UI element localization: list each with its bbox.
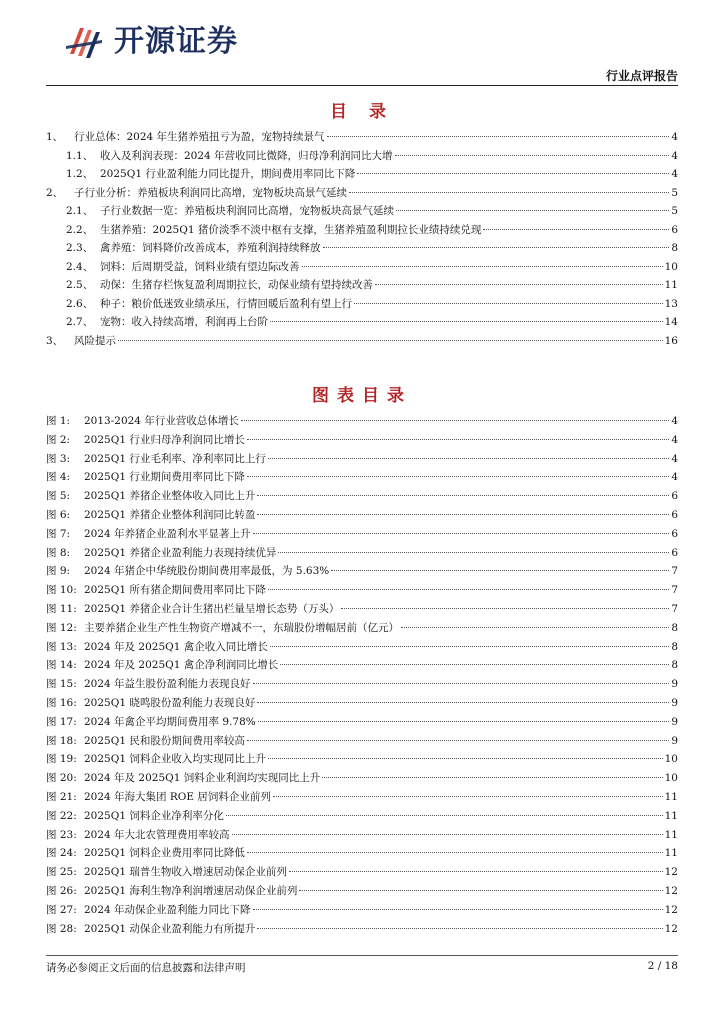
figure-entry-text: 2025Q1 养猪企业整体利润同比转盈 — [84, 508, 256, 521]
figure-entry-page: 8 — [671, 640, 678, 653]
header-divider — [46, 85, 678, 86]
dot-leader — [323, 247, 670, 248]
toc-entry-label — [66, 148, 393, 163]
dot-leader — [395, 155, 670, 156]
figure-entry[interactable] — [46, 789, 678, 808]
dot-leader — [401, 627, 669, 628]
figure-entry-text: 2024 年大北农管理费用率较高 — [84, 828, 230, 841]
figure-entry-label — [46, 488, 255, 503]
figure-entry-page: 7 — [671, 584, 678, 597]
toc-entry-number: 2.6、 — [66, 297, 94, 310]
figure-entry-label — [46, 902, 251, 917]
figure-entry[interactable] — [46, 733, 678, 752]
figure-entry-page: 7 — [671, 602, 678, 615]
toc-entry-page: 11 — [664, 279, 678, 291]
toc-entry-number: 1.1、 — [66, 149, 94, 162]
figure-entry-text: 2025Q1 行业归母净利润同比增长 — [84, 433, 245, 446]
figure-entry-page: 11 — [664, 809, 678, 822]
toc-entry-text: 子行业分析：养殖板块利润同比高增，宠物板块高景气延续 — [74, 186, 347, 199]
figure-entry-page: 8 — [671, 621, 678, 634]
toc-entry-number: 2.2、 — [66, 223, 94, 236]
footer-disclaimer: 请务必参阅正文后面的信息披露和法律声明 — [46, 962, 246, 974]
toc-entry[interactable] — [46, 148, 678, 167]
toc-entry[interactable] — [46, 203, 678, 222]
toc-entry-number: 1、 — [46, 131, 64, 143]
toc-entry-page: 4 — [671, 131, 678, 143]
dot-leader — [483, 229, 669, 230]
figure-entry-number: 图 7: — [46, 527, 71, 540]
figure-entry[interactable] — [46, 902, 678, 921]
toc-entry-text: 收入及利润表现：2024 年营收同比微降，归母净利润同比大增 — [100, 149, 393, 162]
figure-entry-number: 图 25: — [46, 866, 77, 879]
figure-entry[interactable] — [46, 657, 678, 676]
toc-entry-label — [66, 203, 394, 218]
figure-entry-number: 图 18: — [46, 734, 77, 747]
dot-leader — [299, 890, 662, 891]
toc-entry-number: 2.4、 — [66, 260, 94, 273]
toc-entry-label — [46, 185, 347, 200]
figure-entry-label — [46, 921, 255, 936]
toc-entry-text: 子行业数据一览：养殖板块利润同比高增，宠物板块高景气延续 — [100, 205, 394, 217]
dot-leader — [280, 664, 669, 665]
figure-entry[interactable] — [46, 413, 678, 432]
toc-entry-label — [46, 333, 116, 348]
figure-list — [46, 413, 678, 939]
figure-entry-label — [46, 751, 266, 766]
toc-entry-page: 4 — [671, 149, 678, 162]
figure-entry-label — [46, 526, 251, 541]
dot-leader — [253, 909, 663, 910]
figure-entry-number: 图 26: — [46, 884, 77, 897]
figure-entry[interactable] — [46, 714, 678, 733]
dot-leader — [253, 533, 670, 534]
dot-leader — [253, 683, 670, 684]
dot-leader — [302, 266, 663, 267]
figure-entry-label — [46, 563, 329, 578]
toc-entry-label — [66, 259, 300, 274]
figure-entry-label — [46, 432, 245, 447]
figure-entry-number: 图 16: — [46, 696, 77, 709]
figure-entry-number: 图 3: — [46, 452, 71, 465]
figure-entry-page: 4 — [671, 415, 678, 427]
dot-leader — [327, 136, 670, 137]
figure-entry-label — [46, 789, 271, 804]
toc-entry-page: 14 — [664, 316, 678, 328]
toc-entry-label — [66, 296, 352, 311]
figure-entry-label — [46, 507, 255, 522]
toc-entry-number: 2.7、 — [66, 316, 94, 328]
figure-entry-number: 图 19: — [46, 753, 77, 766]
figure-entry-text: 2025Q1 养猪企业合计生猪出栏量呈增长态势（万头） — [84, 602, 340, 615]
toc-entry-text: 行业总体：2024 年生猪养殖扭亏为盈，宠物持续景气 — [74, 131, 325, 143]
figure-entry-text: 2025Q1 饲料企业费用率同比降低 — [84, 847, 245, 860]
figure-entry[interactable] — [46, 695, 678, 714]
dot-leader — [118, 340, 663, 341]
figure-entry-text: 2024 年动保企业盈利能力同比下降 — [84, 903, 251, 916]
brand-name: 开源证券 — [114, 24, 238, 59]
figure-entry-page: 9 — [671, 678, 678, 691]
figure-entry-label — [46, 676, 251, 691]
figure-entry-label — [46, 714, 256, 729]
figure-entry-text: 2025Q1 养猪企业盈利能力表现持续优异 — [84, 546, 277, 559]
dot-leader — [258, 721, 670, 722]
figure-entry-number: 图 2: — [46, 433, 71, 446]
figure-entry-text: 2025Q1 养猪企业整体收入同比上升 — [84, 490, 256, 503]
figure-entry[interactable] — [46, 921, 678, 940]
figure-entry-text: 2025Q1 海利生物净利润增速居动保企业前列 — [84, 884, 298, 897]
figure-entry-number: 图 1: — [46, 415, 71, 427]
figure-entry-page: 4 — [671, 433, 678, 446]
dot-leader — [289, 871, 663, 872]
kaiyuan-logo-icon — [62, 20, 108, 64]
toc-entry-label — [66, 277, 373, 292]
figure-entry-number: 图 13: — [46, 640, 77, 653]
figure-entry[interactable] — [46, 601, 678, 620]
figure-entry[interactable] — [46, 469, 678, 488]
toc-entry-text: 宠物：收入持续高增，利润再上台阶 — [100, 316, 268, 328]
figure-entry-number: 图 6: — [46, 508, 71, 521]
figure-entry-number: 图 12: — [46, 621, 77, 634]
figure-entry[interactable] — [46, 488, 678, 507]
toc-entry[interactable] — [46, 185, 678, 204]
dot-leader — [257, 702, 669, 703]
figure-entry-number: 图 17: — [46, 715, 77, 728]
dot-leader — [257, 928, 662, 929]
figure-entry-label — [46, 770, 320, 785]
figure-entry-label — [46, 620, 399, 635]
figure-entry-number: 图 15: — [46, 678, 77, 691]
figure-entry-label — [46, 808, 224, 823]
figure-entry-page: 10 — [664, 753, 678, 766]
toc-entry-number: 2.1、 — [66, 205, 94, 217]
figure-entry-number: 图 4: — [46, 471, 71, 484]
figure-entry-text: 2024 年及 2025Q1 禽企收入同比增长 — [84, 640, 268, 653]
figure-entry-label — [46, 601, 339, 616]
toc-entry-label — [66, 166, 355, 181]
figure-entry-text: 2025Q1 所有猪企期间费用率同比下降 — [84, 584, 266, 597]
dot-leader — [331, 570, 669, 571]
toc-entry[interactable] — [46, 129, 678, 148]
figure-entry-number: 图 10: — [46, 584, 77, 597]
figure-entry-number: 图 24: — [46, 847, 77, 860]
toc-entry-text: 禽养殖：饲料降价改善成本，养殖利润持续释放 — [100, 242, 321, 254]
figure-entry[interactable] — [46, 883, 678, 902]
toc-entry[interactable] — [46, 240, 678, 259]
figure-entry-label — [46, 827, 230, 842]
dot-leader — [357, 173, 669, 174]
figure-entry-text: 2024 年海大集团 ROE 居饲料企业前列 — [84, 790, 271, 803]
report-type: 行业点评报告 — [605, 69, 678, 83]
figure-entry[interactable] — [46, 563, 678, 582]
figure-entry-page: 9 — [671, 734, 678, 747]
figure-entry-text: 2025Q1 饲料企业净利率分化 — [84, 809, 224, 822]
figure-entry-label — [46, 695, 255, 710]
figure-entry[interactable] — [46, 526, 678, 545]
figure-entry-page: 9 — [671, 715, 678, 728]
figure-entry-number: 图 5: — [46, 490, 71, 503]
dot-leader — [241, 420, 669, 421]
figure-entry-text: 2024 年及 2025Q1 禽企净利润同比增长 — [84, 659, 279, 672]
figure-entry-label — [46, 845, 245, 860]
dot-leader — [232, 834, 663, 835]
figures-title: 图表目录 — [312, 386, 412, 406]
figure-entry-number: 图 22: — [46, 809, 77, 822]
dot-leader — [268, 758, 663, 759]
figure-entry[interactable] — [46, 751, 678, 770]
figure-entry-text: 2025Q1 行业毛利率、净利率同比上行 — [84, 452, 266, 465]
figure-entry[interactable] — [46, 864, 678, 883]
figure-entry-text: 2024 年禽企平均期间费用率 9.78% — [84, 715, 256, 728]
figure-entry-text: 主要养猪企业生产性生物资产增减不一，东瑞股份增幅居前（亿元） — [84, 621, 399, 634]
toc-entry-label — [46, 129, 325, 144]
toc-entry[interactable] — [46, 314, 678, 333]
figure-entry-text: 2025Q1 行业期间费用率同比下降 — [84, 471, 245, 484]
figure-entry[interactable] — [46, 827, 678, 846]
figure-entry-label — [46, 657, 278, 672]
figure-entry-text: 2024 年养猪企业盈利水平显著上升 — [84, 527, 251, 540]
dot-leader — [349, 192, 669, 193]
figure-entry-text: 2024 年益生股份盈利能力表现良好 — [84, 678, 251, 691]
toc-entry-label — [66, 222, 481, 237]
figure-entry-text: 2025Q1 瑞普生物收入增速居动保企业前列 — [84, 866, 287, 879]
figure-entry[interactable] — [46, 432, 678, 451]
figure-entry-number: 图 11: — [46, 602, 77, 615]
figure-entry-text: 2025Q1 晓鸣股份盈利能力表现良好 — [84, 696, 256, 709]
toc-entry-number: 1.2、 — [66, 168, 94, 180]
figure-entry-label — [46, 451, 266, 466]
figure-entry[interactable] — [46, 808, 678, 827]
dot-leader — [257, 514, 669, 515]
figure-entry-page: 6 — [671, 527, 678, 540]
figure-entry-label — [46, 639, 268, 654]
dot-leader — [375, 284, 663, 285]
dot-leader — [270, 646, 670, 647]
dot-leader — [270, 321, 663, 322]
toc-entry-text: 2025Q1 行业盈利能力同比提升，期间费用率同比下降 — [100, 168, 356, 180]
figure-entry-label — [46, 733, 245, 748]
figure-entry-page: 12 — [664, 922, 678, 935]
figure-entry-label — [46, 883, 297, 898]
toc-entry-page: 13 — [664, 297, 678, 310]
dot-leader — [322, 777, 662, 778]
figure-entry[interactable] — [46, 620, 678, 639]
figure-entry-page: 11 — [664, 847, 678, 860]
figure-entry-number: 图 14: — [46, 659, 77, 672]
toc-entry[interactable] — [46, 259, 678, 278]
figure-entry-page: 12 — [664, 903, 678, 916]
toc-entry-page: 6 — [671, 223, 678, 236]
toc-entry[interactable] — [46, 333, 678, 352]
toc-entry-number: 2、 — [46, 186, 64, 199]
figure-entry-number: 图 21: — [46, 790, 77, 803]
toc-entry-text: 风险提示 — [74, 334, 116, 347]
toc-entry-page: 10 — [664, 260, 678, 273]
toc-entry-page: 5 — [671, 186, 678, 199]
page-indicator: 2 / 18 — [647, 960, 678, 972]
figure-entry[interactable] — [46, 639, 678, 658]
footer-divider — [46, 955, 678, 956]
toc-entry-text: 种子：粮价低迷致业绩承压，行情回暖后盈利有望上行 — [100, 297, 352, 310]
toc-entry-page: 5 — [671, 205, 678, 217]
figure-entry-number: 图 23: — [46, 828, 77, 841]
toc-entry[interactable] — [46, 222, 678, 241]
figure-entry[interactable] — [46, 676, 678, 695]
toc-title: 目 录 — [330, 102, 394, 122]
figure-entry[interactable] — [46, 582, 678, 601]
toc-entry-text: 生猪养殖：2025Q1 猪价淡季不淡中枢有支撑，生猪养殖盈利期拉长业绩持续兑现 — [100, 223, 482, 236]
figure-entry-text: 2013-2024 年行业营收总体增长 — [84, 415, 239, 427]
toc-entry-number: 3、 — [46, 334, 64, 347]
figure-entry-number: 图 9: — [46, 565, 71, 578]
dot-leader — [257, 495, 669, 496]
toc-entry-page: 4 — [671, 168, 678, 180]
figure-entry-label — [46, 469, 245, 484]
toc-entry-label — [66, 240, 321, 255]
toc-entry[interactable] — [46, 296, 678, 315]
toc-entry-text: 饲料：后周期受益，饲料业绩有望边际改善 — [100, 260, 300, 273]
figure-entry-number: 图 28: — [46, 922, 77, 935]
figure-entry-page: 12 — [664, 866, 678, 879]
dot-leader — [396, 210, 669, 211]
toc-entry-text: 动保：生猪存栏恢复盈利周期拉长，动保业绩有望持续改善 — [100, 279, 373, 291]
dot-leader — [247, 476, 669, 477]
toc-entry[interactable] — [46, 166, 678, 185]
figure-entry-number: 图 27: — [46, 903, 77, 916]
figure-entry[interactable] — [46, 545, 678, 564]
figure-entry-page: 6 — [671, 508, 678, 521]
figure-entry-page: 4 — [671, 471, 678, 484]
figure-entry-text: 2025Q1 动保企业盈利能力有所提升 — [84, 922, 256, 935]
dot-leader — [247, 740, 669, 741]
toc-entry-page: 16 — [664, 334, 678, 347]
figure-entry-label — [46, 545, 276, 560]
figure-entry-page: 11 — [664, 790, 678, 803]
dot-leader — [226, 815, 663, 816]
figure-entry-page: 11 — [664, 828, 678, 841]
company-logo — [62, 20, 238, 64]
figure-entry-text: 2024 年及 2025Q1 饲料企业利润均实现同比上升 — [84, 772, 321, 785]
figure-entry[interactable] — [46, 507, 678, 526]
toc-entry-number: 2.5、 — [66, 279, 94, 291]
figure-entry-page: 4 — [671, 452, 678, 465]
figure-entry-page: 6 — [671, 546, 678, 559]
dot-leader — [268, 458, 669, 459]
dot-leader — [268, 589, 669, 590]
toc-entry-label — [66, 314, 268, 329]
dot-leader — [247, 852, 663, 853]
dot-leader — [273, 796, 663, 797]
dot-leader — [354, 303, 663, 304]
figure-entry-label — [46, 864, 287, 879]
figure-entry-text: 2024 年猪企中华统股份期间费用率最低，为 5.63% — [84, 565, 330, 578]
figure-entry-number: 图 8: — [46, 546, 71, 559]
figure-entry-page: 12 — [664, 884, 678, 897]
figure-entry[interactable] — [46, 845, 678, 864]
figure-entry-number: 图 20: — [46, 772, 77, 785]
figure-entry-text: 2025Q1 饲料企业收入均实现同比上升 — [84, 753, 266, 766]
dot-leader — [278, 552, 669, 553]
figure-entry-text: 2025Q1 民和股份期间费用率较高 — [84, 734, 245, 747]
toc-entry-page: 8 — [671, 242, 678, 254]
figure-entry-page: 9 — [671, 696, 678, 709]
figure-entry[interactable] — [46, 770, 678, 789]
figure-entry[interactable] — [46, 451, 678, 470]
toc-entry-number: 2.3、 — [66, 242, 94, 254]
toc-list — [46, 129, 678, 351]
figure-entry-page: 8 — [671, 659, 678, 672]
figure-entry-page: 10 — [664, 772, 678, 785]
dot-leader — [341, 608, 669, 609]
dot-leader — [247, 439, 669, 440]
figure-entry-page: 7 — [671, 565, 678, 578]
figure-entry-label — [46, 413, 239, 428]
toc-entry[interactable] — [46, 277, 678, 296]
figure-entry-page: 6 — [671, 490, 678, 503]
figure-entry-label — [46, 582, 266, 597]
